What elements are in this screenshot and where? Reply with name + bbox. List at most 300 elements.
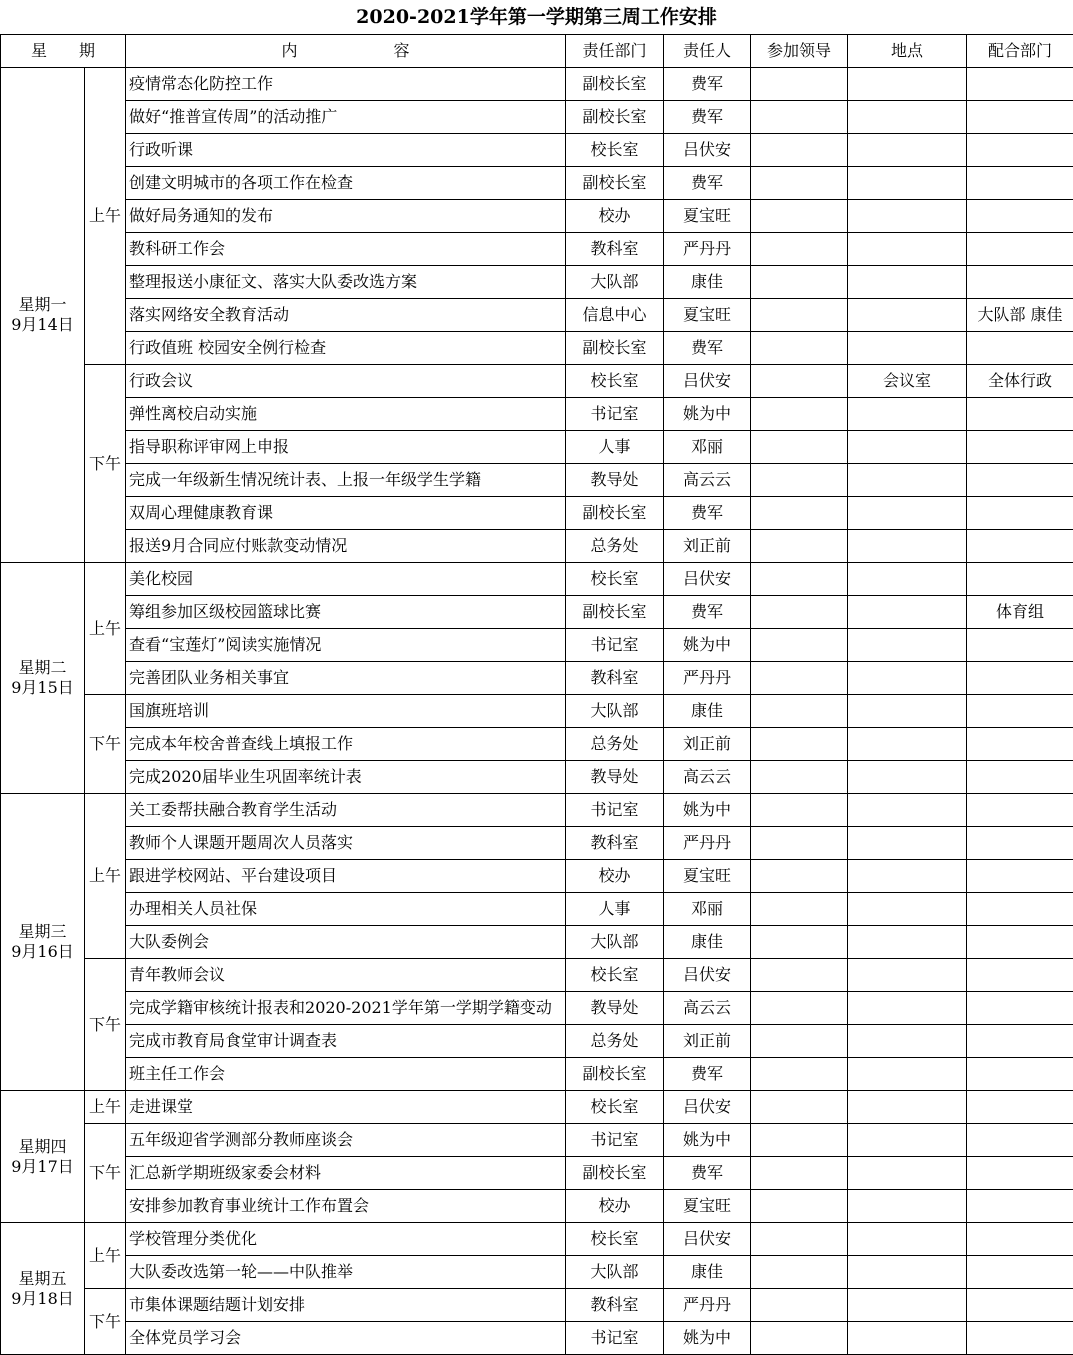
task-dept: 教导处 [566,464,664,497]
schedule-table [0,34,1073,1355]
task-leader [751,365,848,398]
table-row [1,365,1073,398]
task-place: 会议室 [848,365,967,398]
task-person: 康佳 [664,926,751,959]
task-person: 高云云 [664,464,751,497]
task-person: 夏宝旺 [664,200,751,233]
task-person: 夏宝旺 [664,299,751,332]
task-content: 青年教师会议 [126,959,566,992]
task-person: 吕伏安 [664,1091,751,1124]
task-coop [967,431,1073,464]
task-dept: 校长室 [566,365,664,398]
task-person: 费军 [664,167,751,200]
task-content: 疫情常态化防控工作 [126,68,566,101]
task-content: 完成本年校舍普查线上填报工作 [126,728,566,761]
task-coop [967,893,1073,926]
task-coop [967,464,1073,497]
day-date: 9月17日 [1,1157,84,1177]
task-coop [967,695,1073,728]
task-content: 双周心理健康教育课 [126,497,566,530]
task-content: 市集体课题结题计划安排 [126,1289,566,1322]
task-dept: 校长室 [566,134,664,167]
task-place [848,1190,967,1223]
task-dept: 教科室 [566,233,664,266]
task-content: 落实网络安全教育活动 [126,299,566,332]
task-place [848,1256,967,1289]
task-leader [751,1124,848,1157]
task-coop [967,134,1073,167]
day-cell [1,1223,85,1355]
task-person: 姚为中 [664,398,751,431]
day-cell [1,68,85,563]
task-person: 姚为中 [664,1322,751,1355]
session-label: 上午 [85,68,126,365]
task-person: 夏宝旺 [664,860,751,893]
task-dept: 书记室 [566,1124,664,1157]
task-place [848,893,967,926]
task-dept: 书记室 [566,398,664,431]
task-content: 指导职称评审网上申报 [126,431,566,464]
task-leader [751,1322,848,1355]
task-coop [967,233,1073,266]
task-leader [751,1256,848,1289]
table-row [1,1091,1073,1124]
table-row [1,167,1073,200]
table-row [1,827,1073,860]
task-person: 费军 [664,101,751,134]
task-content: 美化校园 [126,563,566,596]
table-row [1,299,1073,332]
task-leader [751,728,848,761]
task-coop [967,959,1073,992]
task-leader [751,332,848,365]
task-place [848,926,967,959]
task-leader [751,794,848,827]
session-label: 下午 [85,1289,126,1355]
task-leader [751,992,848,1025]
task-content: 走进课堂 [126,1091,566,1124]
task-content: 完成一年级新生情况统计表、上报一年级学生学籍 [126,464,566,497]
task-dept: 副校长室 [566,101,664,134]
task-dept: 书记室 [566,629,664,662]
task-dept: 副校长室 [566,497,664,530]
task-content: 班主任工作会 [126,1058,566,1091]
session-label: 上午 [85,794,126,959]
table-row [1,992,1073,1025]
task-dept: 校长室 [566,563,664,596]
task-leader [751,464,848,497]
day-name: 星期二 [1,658,84,678]
table-row [1,860,1073,893]
task-leader [751,926,848,959]
task-place [848,1058,967,1091]
task-dept: 校办 [566,860,664,893]
task-content: 弹性离校启动实施 [126,398,566,431]
task-coop [967,398,1073,431]
page-title: 2020-2021学年第一学期第三周工作安排 [0,0,1073,34]
task-place [848,992,967,1025]
task-coop [967,662,1073,695]
task-place [848,1025,967,1058]
task-dept: 副校长室 [566,332,664,365]
task-dept: 校办 [566,1190,664,1223]
task-coop [967,200,1073,233]
task-coop [967,1223,1073,1256]
table-row [1,563,1073,596]
task-dept: 教科室 [566,827,664,860]
task-dept: 大队部 [566,695,664,728]
task-leader [751,101,848,134]
task-content: 行政会议 [126,365,566,398]
table-row [1,68,1073,101]
header-person: 责任人 [664,35,751,68]
table-row [1,101,1073,134]
table-row [1,662,1073,695]
task-content: 全体党员学习会 [126,1322,566,1355]
task-leader [751,68,848,101]
task-person: 严丹丹 [664,662,751,695]
task-leader [751,233,848,266]
task-dept: 校办 [566,200,664,233]
task-person: 刘正前 [664,530,751,563]
schedule-body [1,68,1073,1355]
task-dept: 副校长室 [566,68,664,101]
task-coop [967,1058,1073,1091]
task-leader [751,629,848,662]
task-leader [751,893,848,926]
task-dept: 副校长室 [566,167,664,200]
task-leader [751,398,848,431]
table-row [1,926,1073,959]
task-person: 刘正前 [664,1025,751,1058]
task-content: 完善团队业务相关事宜 [126,662,566,695]
task-dept: 副校长室 [566,596,664,629]
session-label: 下午 [85,1124,126,1223]
task-leader [751,1223,848,1256]
task-leader [751,200,848,233]
task-leader [751,1025,848,1058]
table-row [1,332,1073,365]
task-dept: 书记室 [566,794,664,827]
table-row [1,761,1073,794]
task-content: 完成2020届毕业生巩固率统计表 [126,761,566,794]
task-leader [751,431,848,464]
task-coop [967,1091,1073,1124]
task-leader [751,761,848,794]
task-place [848,332,967,365]
task-content: 做好局务通知的发布 [126,200,566,233]
task-content: 跟进学校网站、平台建设项目 [126,860,566,893]
table-row [1,233,1073,266]
day-cell [1,563,85,794]
task-person: 吕伏安 [664,365,751,398]
task-person: 费军 [664,497,751,530]
task-place [848,1124,967,1157]
task-leader [751,662,848,695]
task-leader [751,299,848,332]
task-content: 报送9月合同应付账款变动情况 [126,530,566,563]
task-place [848,134,967,167]
table-row [1,1223,1073,1256]
table-row [1,728,1073,761]
task-person: 费军 [664,68,751,101]
day-date: 9月15日 [1,678,84,698]
task-dept: 大队部 [566,266,664,299]
task-leader [751,827,848,860]
task-person: 费军 [664,1157,751,1190]
task-dept: 校长室 [566,1091,664,1124]
day-cell [1,794,85,1091]
task-leader [751,266,848,299]
table-row [1,134,1073,167]
task-content: 查看“宝莲灯”阅读实施情况 [126,629,566,662]
table-row [1,695,1073,728]
session-label: 上午 [85,563,126,695]
task-leader [751,1190,848,1223]
task-content: 学校管理分类优化 [126,1223,566,1256]
task-place [848,761,967,794]
task-person: 严丹丹 [664,827,751,860]
header-leader: 参加领导 [751,35,848,68]
task-place [848,233,967,266]
task-dept: 大队部 [566,1256,664,1289]
task-coop [967,1025,1073,1058]
table-row [1,266,1073,299]
header-place: 地点 [848,35,967,68]
task-content: 汇总新学期班级家委会材料 [126,1157,566,1190]
task-leader [751,860,848,893]
table-row [1,1289,1073,1322]
task-person: 吕伏安 [664,959,751,992]
task-coop [967,68,1073,101]
header-content: 内 容 [126,35,566,68]
task-leader [751,530,848,563]
task-coop [967,761,1073,794]
table-row [1,530,1073,563]
task-leader [751,1157,848,1190]
task-dept: 信息中心 [566,299,664,332]
task-place [848,728,967,761]
table-row [1,1157,1073,1190]
day-name: 星期一 [1,295,84,315]
task-dept: 教导处 [566,992,664,1025]
table-row [1,200,1073,233]
table-row [1,794,1073,827]
task-content: 完成市教育局食堂审计调查表 [126,1025,566,1058]
task-dept: 人事 [566,431,664,464]
task-dept: 人事 [566,893,664,926]
header-row [1,35,1073,68]
task-place [848,794,967,827]
task-person: 姚为中 [664,629,751,662]
task-coop [967,497,1073,530]
task-person: 高云云 [664,761,751,794]
task-content: 创建文明城市的各项工作在检查 [126,167,566,200]
task-content: 做好“推普宣传周”的活动推广 [126,101,566,134]
task-person: 费军 [664,596,751,629]
task-dept: 总务处 [566,530,664,563]
task-coop [967,728,1073,761]
task-coop [967,1124,1073,1157]
task-place [848,959,967,992]
task-coop [967,101,1073,134]
task-place [848,464,967,497]
task-leader [751,134,848,167]
task-coop [967,794,1073,827]
task-place [848,662,967,695]
task-coop [967,1322,1073,1355]
task-dept: 校长室 [566,959,664,992]
task-place [848,596,967,629]
day-date: 9月16日 [1,942,84,962]
header-coop: 配合部门 [967,35,1073,68]
task-leader [751,167,848,200]
task-person: 费军 [664,1058,751,1091]
task-person: 高云云 [664,992,751,1025]
task-place [848,827,967,860]
day-cell [1,1091,85,1223]
task-leader [751,695,848,728]
task-person: 康佳 [664,266,751,299]
task-dept: 书记室 [566,1322,664,1355]
task-person: 邓丽 [664,431,751,464]
table-row [1,398,1073,431]
task-coop: 大队部 康佳 [967,299,1073,332]
table-row [1,497,1073,530]
task-dept: 教科室 [566,662,664,695]
task-leader [751,1091,848,1124]
task-coop [967,860,1073,893]
task-content: 大队委例会 [126,926,566,959]
task-coop [967,266,1073,299]
task-leader [751,1289,848,1322]
task-leader [751,596,848,629]
task-dept: 副校长室 [566,1058,664,1091]
table-row [1,1124,1073,1157]
task-person: 夏宝旺 [664,1190,751,1223]
task-place [848,200,967,233]
table-row [1,959,1073,992]
task-content: 行政值班 校园安全例行检查 [126,332,566,365]
task-coop [967,926,1073,959]
table-row [1,893,1073,926]
task-place [848,68,967,101]
day-name: 星期三 [1,922,84,942]
header-day: 星 期 [1,35,126,68]
task-place [848,530,967,563]
task-coop [967,1157,1073,1190]
task-content: 教科研工作会 [126,233,566,266]
task-coop [967,1190,1073,1223]
task-leader [751,959,848,992]
task-content: 完成学籍审核统计报表和2020-2021学年第一学期学籍变动 [126,992,566,1025]
task-person: 吕伏安 [664,1223,751,1256]
task-dept: 教科室 [566,1289,664,1322]
task-coop [967,563,1073,596]
task-place [848,1157,967,1190]
task-content: 五年级迎省学测部分教师座谈会 [126,1124,566,1157]
task-coop [967,1289,1073,1322]
session-label: 上午 [85,1223,126,1289]
task-dept: 副校长室 [566,1157,664,1190]
task-place [848,1289,967,1322]
task-leader [751,497,848,530]
task-coop: 体育组 [967,596,1073,629]
task-place [848,1091,967,1124]
task-place [848,299,967,332]
table-row [1,1256,1073,1289]
task-place [848,266,967,299]
task-dept: 总务处 [566,1025,664,1058]
task-place [848,398,967,431]
table-row [1,596,1073,629]
task-coop [967,629,1073,662]
task-content: 安排参加教育事业统计工作布置会 [126,1190,566,1223]
task-place [848,101,967,134]
task-content: 整理报送小康征文、落实大队委改选方案 [126,266,566,299]
table-row [1,1058,1073,1091]
task-place [848,1322,967,1355]
task-content: 国旗班培训 [126,695,566,728]
table-row [1,1025,1073,1058]
task-place [848,563,967,596]
day-date: 9月18日 [1,1289,84,1309]
task-coop: 全体行政 [967,365,1073,398]
task-dept: 教导处 [566,761,664,794]
task-content: 大队委改选第一轮——中队推举 [126,1256,566,1289]
session-label: 下午 [85,365,126,563]
table-row [1,629,1073,662]
task-content: 办理相关人员社保 [126,893,566,926]
task-coop [967,1256,1073,1289]
task-leader [751,563,848,596]
task-leader [751,1058,848,1091]
task-person: 康佳 [664,1256,751,1289]
header-dept: 责任部门 [566,35,664,68]
task-place [848,431,967,464]
table-row [1,431,1073,464]
task-dept: 大队部 [566,926,664,959]
task-person: 吕伏安 [664,134,751,167]
task-coop [967,332,1073,365]
task-person: 姚为中 [664,794,751,827]
session-label: 上午 [85,1091,126,1124]
day-name: 星期五 [1,1269,84,1289]
task-place [848,629,967,662]
table-row [1,1322,1073,1355]
table-row [1,464,1073,497]
task-person: 姚为中 [664,1124,751,1157]
task-content: 关工委帮扶融合教育学生活动 [126,794,566,827]
task-place [848,860,967,893]
task-content: 教师个人课题开题周次人员落实 [126,827,566,860]
table-row [1,1190,1073,1223]
task-person: 邓丽 [664,893,751,926]
task-dept: 校长室 [566,1223,664,1256]
task-person: 吕伏安 [664,563,751,596]
session-label: 下午 [85,959,126,1091]
task-coop [967,992,1073,1025]
task-person: 严丹丹 [664,1289,751,1322]
task-person: 康佳 [664,695,751,728]
task-dept: 总务处 [566,728,664,761]
task-place [848,497,967,530]
task-coop [967,827,1073,860]
session-label: 下午 [85,695,126,794]
day-name: 星期四 [1,1137,84,1157]
task-place [848,167,967,200]
task-content: 筹组参加区级校园篮球比赛 [126,596,566,629]
